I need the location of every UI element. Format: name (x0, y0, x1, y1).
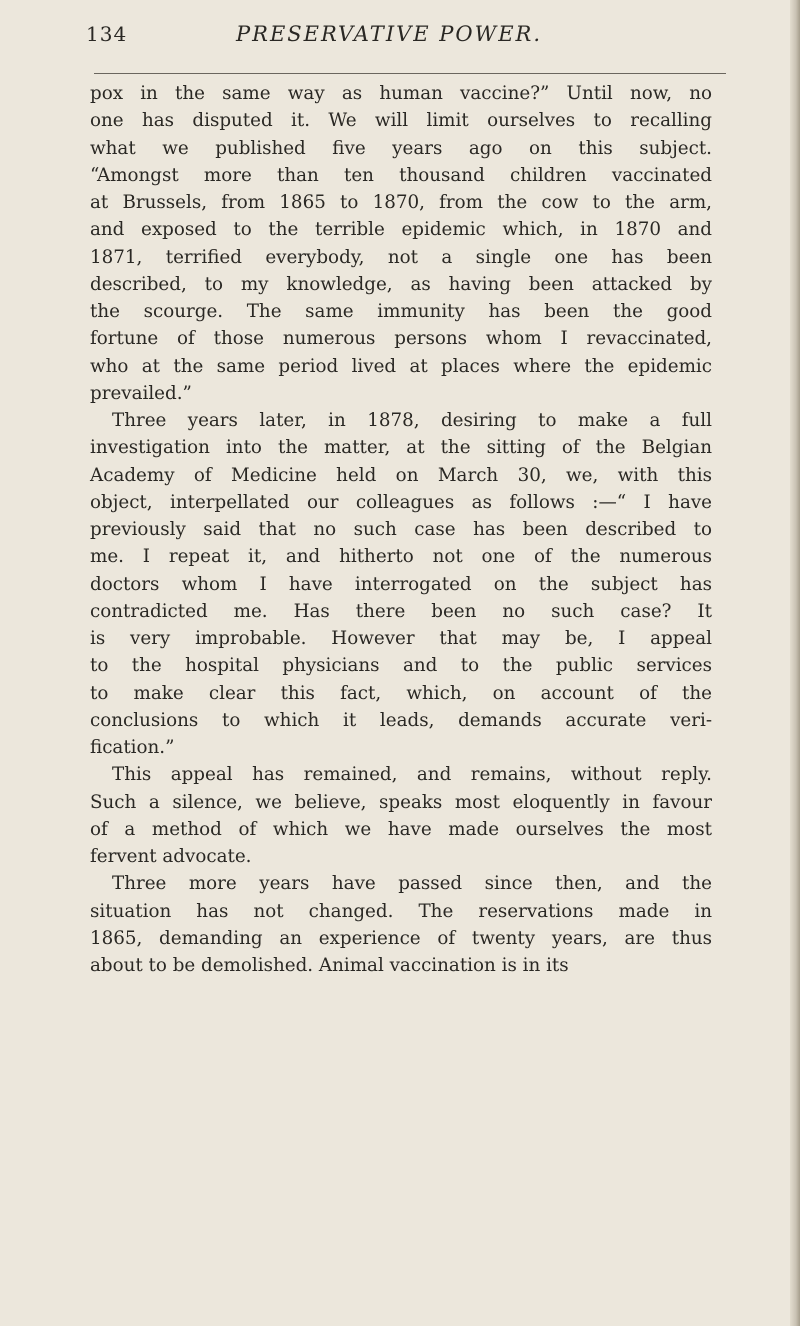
page-edge (790, 0, 800, 1326)
text-line: at Brussels, from 1865 to 1870, from the cow to the arm, (90, 192, 712, 213)
text-line: me. I repeat it, and hitherto not one of the numerous (90, 546, 712, 568)
paragraph (90, 407, 712, 761)
text-line: is very improbable. However that may be, I appeal (90, 628, 712, 649)
text-line: Such a silence, we believe, speaks most eloquently in favour (90, 791, 712, 813)
body-text (90, 80, 712, 979)
text-line: and exposed to the terrible epidemic which, in 1870 and (90, 219, 712, 241)
header-rule (94, 73, 726, 74)
page-header (86, 22, 726, 58)
text-line: described, to my knowledge, as having been attacked by (90, 273, 712, 295)
text-line: the scourge. The same immunity has been the good (90, 301, 712, 322)
text-line: 1865, demanding an experience of twenty years, are thus (90, 927, 712, 949)
page-number: 134 (86, 22, 128, 46)
running-title: PRESERVATIVE POWER. (236, 22, 543, 46)
text-line: fication.” (90, 737, 175, 758)
text-line: situation has not changed. The reservations made in (90, 900, 712, 922)
text-line: doctors whom I have interrogated on the subject has (90, 573, 712, 595)
paragraph (90, 761, 712, 870)
text-line: contradicted me. Has there been no such case? It (90, 600, 712, 622)
text-line: “Amongst more than ten thousand children vaccinated (90, 164, 712, 186)
text-line: Three years later, in 1878, desiring to make a full (112, 410, 712, 431)
text-line: Academy of Medicine held on March 30, we, with this (90, 464, 712, 486)
text-line: one has disputed it. We will limit ourselves to recalling (90, 110, 712, 132)
text-line: who at the same period lived at places where the epidemic (90, 355, 712, 377)
paragraph (90, 870, 712, 979)
text-line: fervent advocate. (90, 846, 252, 867)
text-line: pox in the same way as human vaccine?” Until now, no (90, 83, 712, 104)
text-line: to the hospital physicians and to the public services (90, 655, 712, 677)
text-line: conclusions to which it leads, demands accurate veri- (90, 709, 712, 731)
text-line: Three more years have passed since then, and the (112, 873, 712, 895)
text-line: previously said that no such case has been described to (90, 519, 712, 540)
paragraph (90, 80, 712, 407)
text-line: to make clear this fact, which, on account of the (90, 682, 712, 704)
text-line: investigation into the matter, at the sitting of the Belgian (90, 437, 712, 459)
text-line: prevailed.” (90, 382, 192, 404)
text-line: fortune of those numerous persons whom I revaccinated, (90, 328, 712, 350)
text-line: object, interpellated our colleagues as follows :—“ I have (90, 491, 712, 513)
text-line: This appeal has remained, and remains, without reply. (112, 764, 712, 786)
text-line: what we published five years ago on this subject. (90, 137, 712, 159)
text-line: 1871, terrified everybody, not a single one has been (90, 246, 712, 268)
text-line: of a method of which we have made ourselves the most (90, 818, 712, 840)
text-line: about to be demolished. Animal vaccination is in its (90, 955, 569, 976)
